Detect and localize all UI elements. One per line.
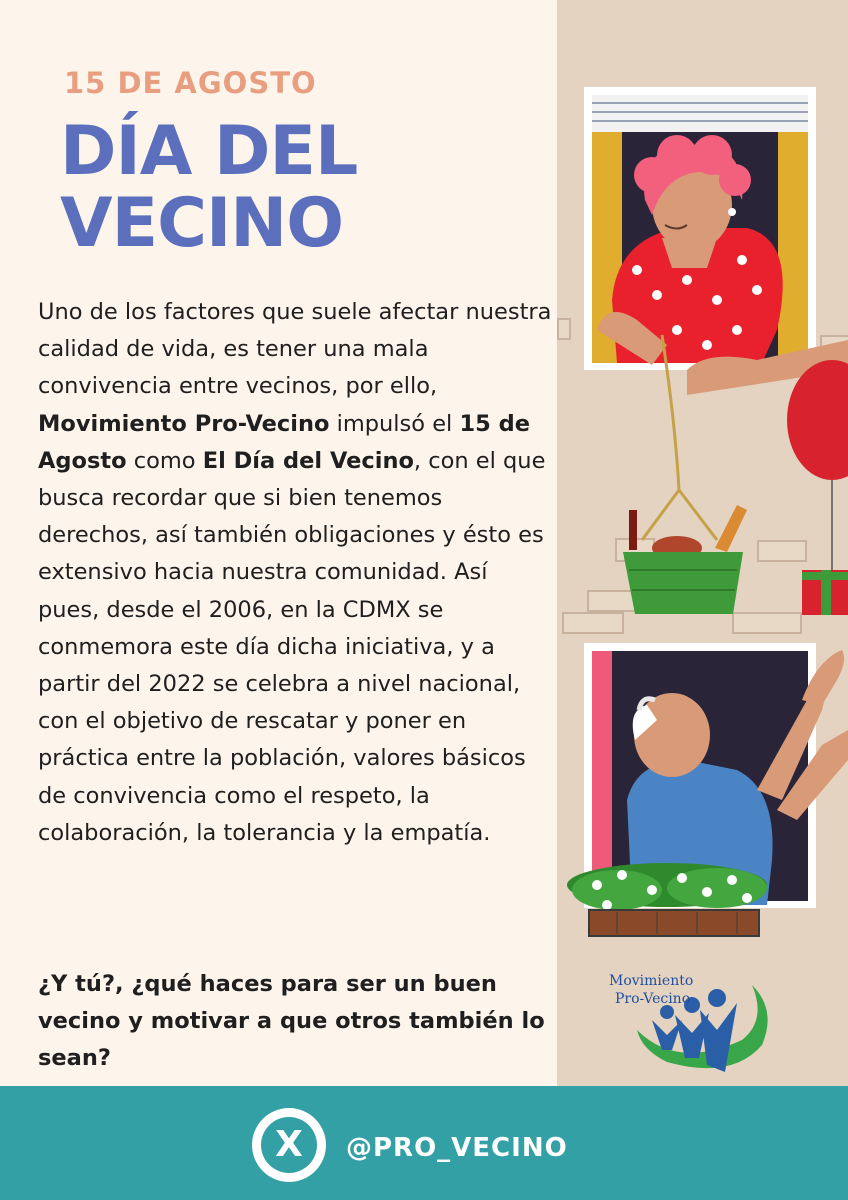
event-date: 15 DE AGOSTO xyxy=(64,66,317,100)
closing-question: ¿Y tú?, ¿qué haces para ser un buen vecino y motivar a que otros también lo sean? xyxy=(38,971,545,1072)
pro-vecino-logo xyxy=(609,973,768,1072)
title-line-2: VECINO xyxy=(60,184,343,263)
day-name-highlight: El Día del Vecino xyxy=(202,447,414,474)
body-text-part: , con el que busca recordar que si bien tenemos derechos, así también obligaciones y ésto es extensivo hacia nuestra comunidad. Así pues, desde el 2006, en la CDMX se conmemora este día dicha iniciativa, y a partir del 2022 se celebra a nivel nacional, con el objetivo de rescatar y poner en práctica entre la población, valores básicos de convivencia como el respeto, la colaboración, la tolerancia y la empatía. xyxy=(38,447,546,846)
body-text-part: como xyxy=(126,447,203,474)
logo-line1: Movimiento xyxy=(609,973,694,989)
body-paragraph xyxy=(38,294,553,852)
illustration-panel xyxy=(557,0,848,1086)
body-text-part: impulsó el xyxy=(329,410,460,437)
x-icon[interactable] xyxy=(252,1108,326,1182)
balloon-gift xyxy=(787,360,848,615)
social-handle[interactable]: @PRO_VECINO xyxy=(346,1133,568,1163)
title-line-1: DÍA DEL xyxy=(60,112,358,191)
date-highlight: 15 de Agosto xyxy=(38,410,530,474)
org-name: Movimiento Pro-Vecino xyxy=(38,410,330,437)
logo-line2: Pro-Vecino xyxy=(615,991,691,1007)
flower-box xyxy=(567,863,767,936)
x-icon-glyph: X xyxy=(261,1117,317,1173)
neighbors-illustration xyxy=(557,0,848,1086)
body-text-part: Uno de los factores que suele afectar nuestra calidad de vida, es tener una mala convivencia entre vecinos, por ello, xyxy=(38,299,552,400)
